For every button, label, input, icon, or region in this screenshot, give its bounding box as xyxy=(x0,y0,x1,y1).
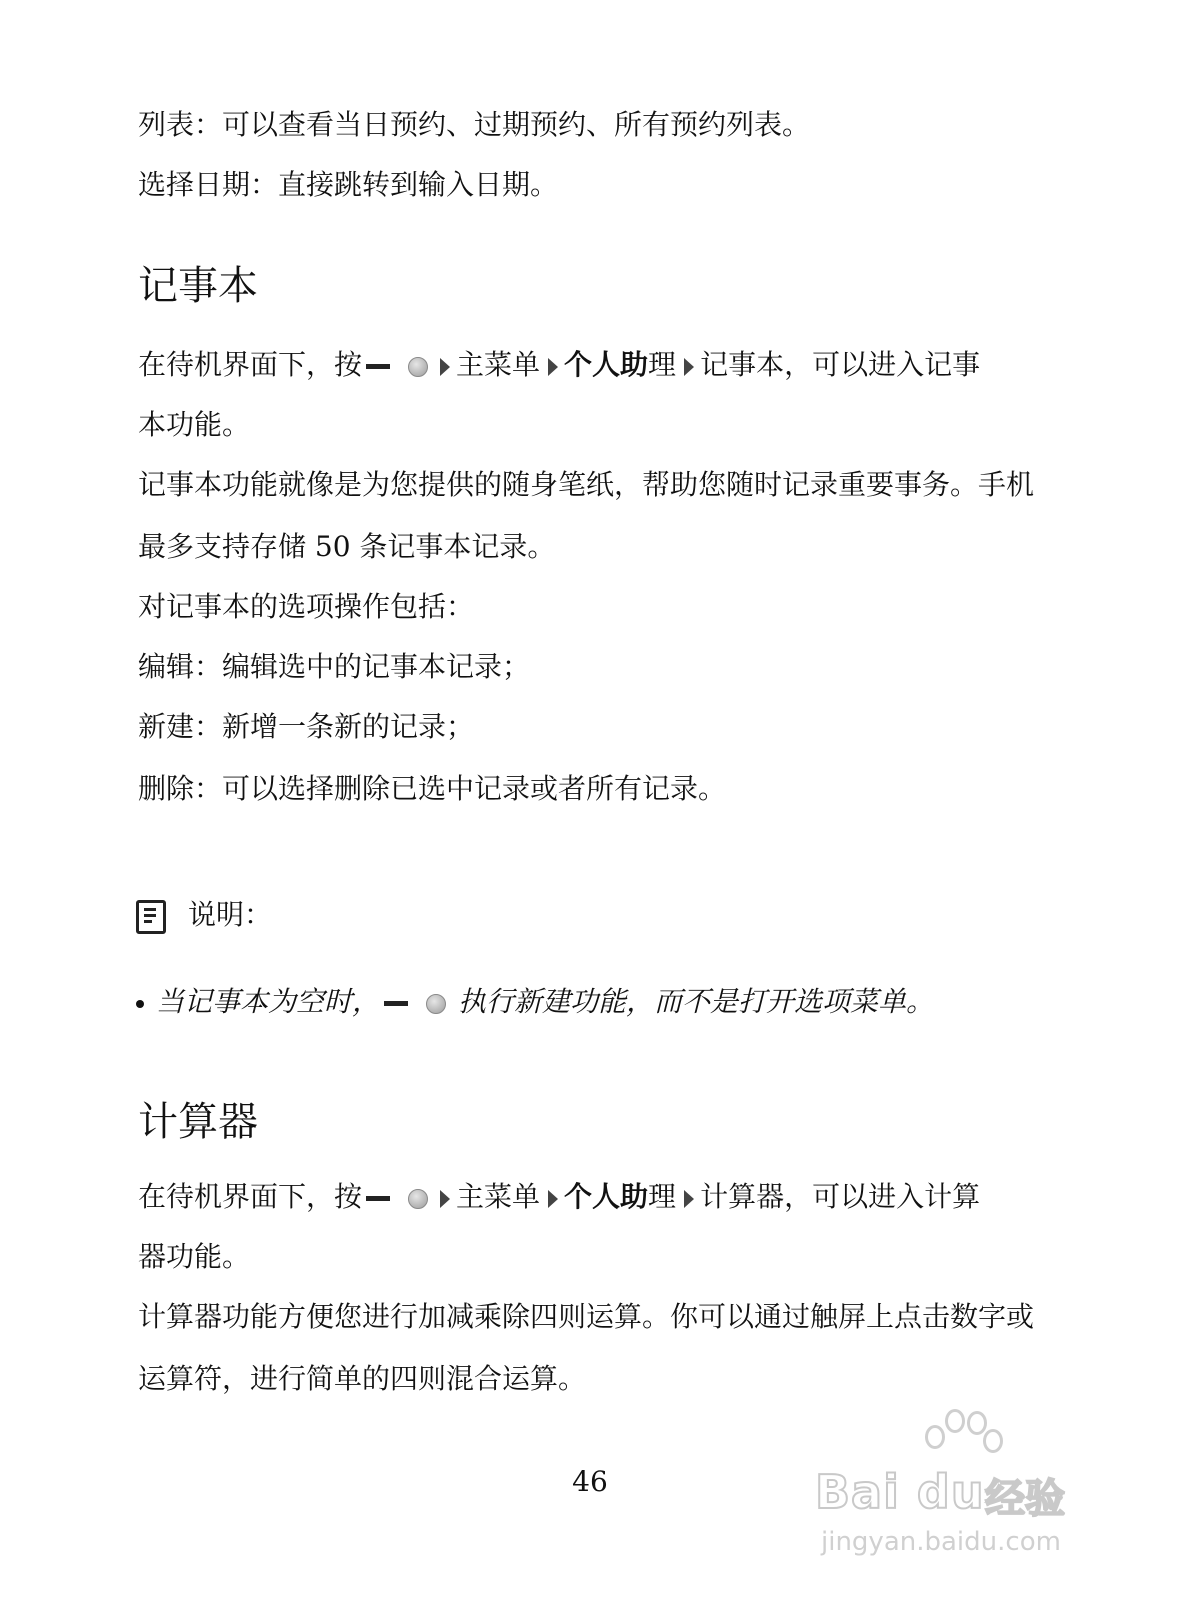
round-key-icon xyxy=(408,357,428,377)
path-target: 计算器，可以进入计算 xyxy=(700,1180,981,1213)
calculator-heading: 计算器 xyxy=(138,1099,258,1145)
bullet-text-before: 当记事本为空时， xyxy=(156,985,381,1018)
notepad-desc2: 最多支持存储 50 条记事本记录。 xyxy=(138,530,556,563)
path-prefix: 在待机界面下，按 xyxy=(138,348,363,381)
calculator-path-line xyxy=(138,1180,980,1214)
dash-key-icon xyxy=(366,364,390,369)
menu-assist-bold: 个人助 xyxy=(564,348,649,381)
baidu-watermark xyxy=(815,1395,1085,1565)
round-key-icon xyxy=(426,994,446,1014)
calculator-desc2: 运算符，进行简单的四则混合运算。 xyxy=(138,1362,587,1395)
bullet-text-after: 执行新建功能，而不是打开选项菜单。 xyxy=(458,985,935,1018)
notepad-desc1: 记事本功能就像是为您提供的随身笔纸，帮助您随时记录重要事务。手机 xyxy=(138,468,1035,501)
notepad-path-cont: 本功能。 xyxy=(138,408,251,441)
notepad-ops-intro: 对记事本的选项操作包括： xyxy=(138,590,475,623)
intro-line-list: 列表：可以查看当日预约、过期预约、所有预约列表。 xyxy=(138,108,811,141)
menu-main: 主菜单 xyxy=(456,1180,541,1213)
key-sequence xyxy=(384,994,446,1014)
notepad-op-edit: 编辑：编辑选中的记事本记录； xyxy=(138,650,531,683)
triangle-arrow-icon xyxy=(548,1190,558,1208)
intro-line-date: 选择日期：直接跳转到输入日期。 xyxy=(138,168,559,201)
menu-assist-bold: 个人助 xyxy=(564,1180,649,1213)
notepad-path-line xyxy=(138,348,980,382)
path-prefix: 在待机界面下，按 xyxy=(138,1180,363,1213)
dash-key-icon xyxy=(366,1196,390,1201)
note-bullet xyxy=(136,985,934,1019)
round-key-icon xyxy=(408,1189,428,1209)
bullet-dot-icon xyxy=(136,1000,144,1008)
watermark-url: jingyan.baidu.com xyxy=(821,1527,1061,1557)
menu-main: 主菜单 xyxy=(456,348,541,381)
triangle-arrow-icon xyxy=(440,1190,450,1208)
calculator-desc1: 计算器功能方便您进行加减乘除四则运算。你可以通过触屏上点击数字或 xyxy=(138,1300,1035,1333)
triangle-arrow-icon xyxy=(684,1190,694,1208)
triangle-arrow-icon xyxy=(684,358,694,376)
menu-assist-tail: 理 xyxy=(648,348,677,381)
note-icon xyxy=(136,900,166,934)
notepad-heading: 记事本 xyxy=(138,263,258,309)
calculator-path-cont: 器功能。 xyxy=(138,1240,251,1273)
notepad-op-delete: 删除：可以选择删除已选中记录或者所有记录。 xyxy=(138,772,727,805)
menu-assist-tail: 理 xyxy=(648,1180,677,1213)
watermark-brand-cn: 经验 xyxy=(985,1476,1065,1522)
dash-key-icon xyxy=(384,1001,408,1006)
key-sequence xyxy=(366,357,428,377)
page-number: 46 xyxy=(572,1465,608,1498)
key-sequence xyxy=(366,1189,428,1209)
triangle-arrow-icon xyxy=(440,358,450,376)
triangle-arrow-icon xyxy=(548,358,558,376)
watermark-brand: Bai du xyxy=(815,1465,985,1519)
notepad-op-new: 新建：新增一条新的记录； xyxy=(138,710,475,743)
note-label: 说明： xyxy=(188,898,273,931)
path-target: 记事本，可以进入记事 xyxy=(700,348,981,381)
